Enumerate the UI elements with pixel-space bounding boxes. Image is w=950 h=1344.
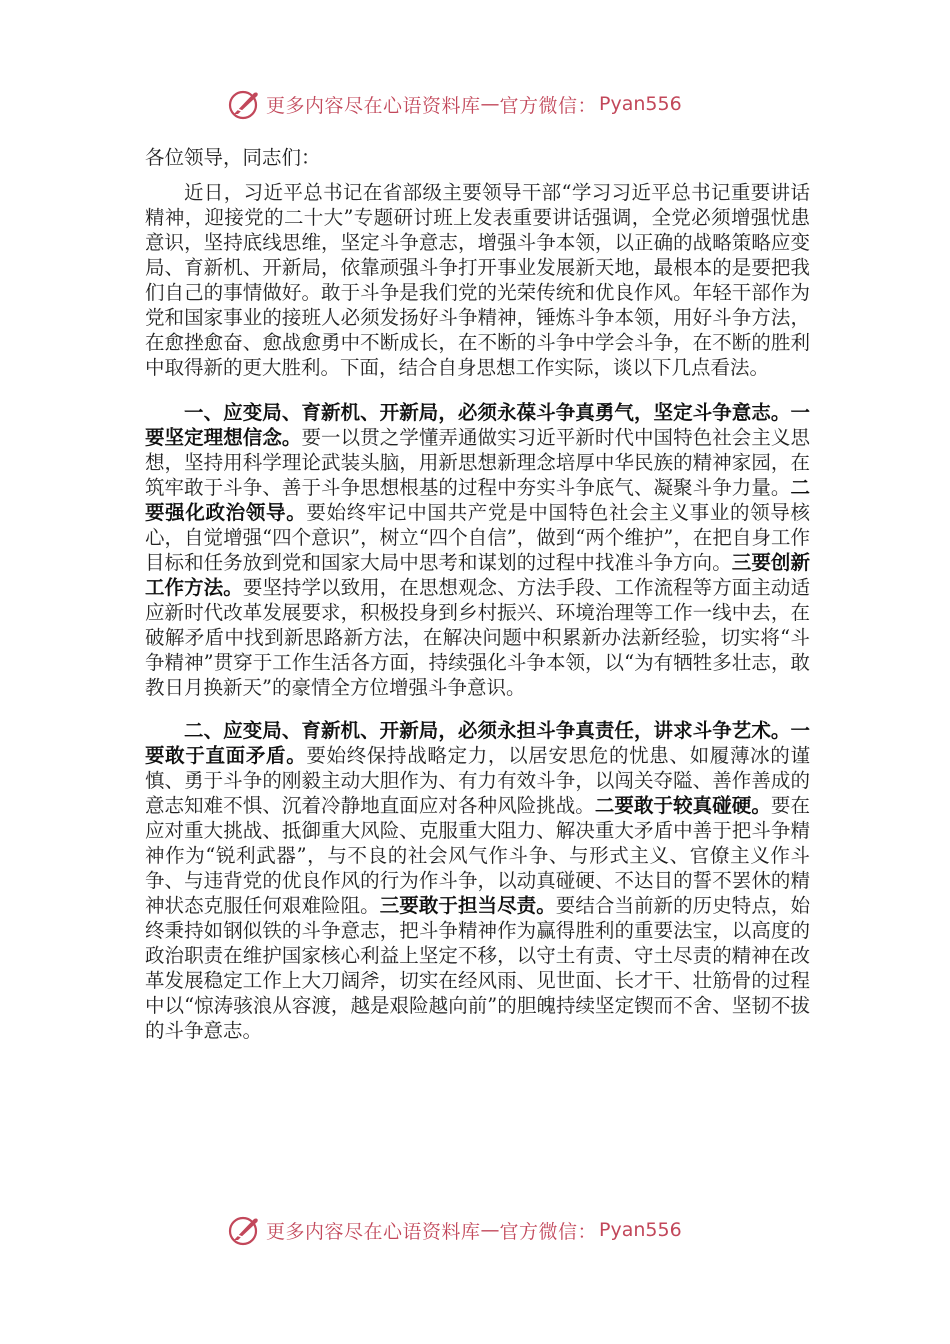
- section-2-point-3-title: 三要敢于担当尽责。: [379, 894, 556, 917]
- section-2-point-2-text: 要在应对重大挑战、抵御重大风险、克服重大阻力、解决重大矛盾中善于把斗争精神作为“锐利武器”，与不良的社会风气作斗争、与形式主义、官僚主义作斗争、与违背党的优良作风的行为作斗争，以动真碰硬、不达目的誓不罢休的精神状态克服任何艰难险阻。: [145, 794, 810, 917]
- banner-wechat-label: 官方微信：: [499, 94, 598, 117]
- section-1: [145, 400, 810, 700]
- banner-text: 更多内容尽在心语资料库: [266, 1220, 481, 1243]
- watermark-banner-top: [228, 84, 682, 124]
- section-2: [145, 718, 810, 1043]
- section-2-point-3-text: 要结合当前新的历史特点，始终秉持如钢似铁的斗争意志，把斗争精神作为赢得胜利的重要法宝，以高度的政治职责在维护国家核心利益上坚定不移，以守土有责、守土尽责的精神在改革发展稳定工作上大刀阔斧，切实在经风雨、见世面、长才干、壮筋骨的过程中以“惊涛骇浪从容渡，越是艰险越向前”的胆魄持续坚定锲而不舍、坚韧不拔的斗争意志。: [145, 894, 810, 1042]
- section-1-point-1-title: 一要坚定理想信念。: [145, 401, 810, 449]
- greeting: 各位领导，同志们：: [145, 146, 321, 169]
- banner-separator: —: [480, 1219, 500, 1241]
- section-1-point-1-text: 要一以贯之学懂弄通做实习近平新时代中国特色社会主义思想，坚持用科学理论武装头脑，用新思想新理念培厚中华民族的精神家园，在筑牢敢于斗争、善于斗争思想根基的过程中夯实斗争底气、凝聚斗争力量。: [145, 426, 810, 499]
- banner-wechat-id: Pyan556: [599, 1219, 682, 1241]
- intro-paragraph: 近日，习近平总书记在省部级主要领导干部“学习习近平总书记重要讲话精神，迎接党的二十大”专题研讨班上发表重要讲话强调，全党必须增强忧患意识，坚持底线思维，坚定斗争意志，增强斗争本领，以正确的战略策略应变局、育新机、开新局，依靠顽强斗争打开事业发展新天地，最根本的是要把我们自己的事情做好。敢于斗争是我们党的光荣传统和优良作风。年轻干部作为党和国家事业的接班人必须发扬好斗争精神，锤炼斗争本领，用好斗争方法，在愈挫愈奋、愈战愈勇中不断成长，在不断的斗争中学会斗争，在不断的胜利中取得新的更大胜利。下面，结合自身思想工作实际，谈以下几点看法。: [145, 181, 810, 379]
- document-body: [145, 145, 810, 1061]
- banner-separator: —: [480, 93, 500, 115]
- quill-logo-icon: [228, 87, 262, 121]
- section-2-point-1-title: 一要敢于直面矛盾。: [145, 719, 810, 767]
- section-2-heading: 二、应变局、育新机、开新局，必须永担斗争真责任，讲求斗争艺术。: [184, 719, 791, 742]
- banner-wechat-id: Pyan556: [599, 93, 682, 115]
- banner-text: 更多内容尽在心语资料库: [266, 94, 481, 117]
- section-1-point-2-title: 二要强化政治领导。: [145, 476, 810, 524]
- banner-wechat-label: 官方微信：: [499, 1220, 598, 1243]
- watermark-banner-bottom: [228, 1210, 682, 1250]
- section-1-heading: 一、应变局、育新机、开新局，必须永葆斗争真勇气，坚定斗争意志。: [184, 401, 791, 424]
- section-2-point-2-title: 二要敢于较真碰硬。: [594, 794, 771, 817]
- quill-logo-icon: [228, 1213, 262, 1247]
- section-2-point-1-text: 要始终保持战略定力，以居安思危的忧患、如履薄冰的谨慎、勇于斗争的刚毅主动大胆作为、有力有效斗争，以闯关夺隘、善作善成的意志知难不惧、沉着冷静地直面应对各种风险挑战。: [145, 744, 810, 817]
- section-1-point-2-text: 要始终牢记中国共产党是中国特色社会主义事业的领导核心，自觉增强“四个意识”，树立“四个自信”，做到“两个维护”，在把自身工作目标和任务放到党和国家大局中思考和谋划的过程中找准斗争方向。: [145, 501, 810, 574]
- section-1-point-3-title: 三要创新工作方法。: [145, 551, 810, 599]
- section-1-point-3-text: 要坚持学以致用，在思想观念、方法手段、工作流程等方面主动适应新时代改革发展要求，积极投身到乡村振兴、环境治理等工作一线中去，在破解矛盾中找到新思路新方法，在解决问题中积累新办法新经验，切实将“斗争精神”贯穿于工作生活各方面，持续强化斗争本领，以“为有牺牲多壮志，敢教日月换新天”的豪情全方位增强斗争意识。: [145, 576, 810, 699]
